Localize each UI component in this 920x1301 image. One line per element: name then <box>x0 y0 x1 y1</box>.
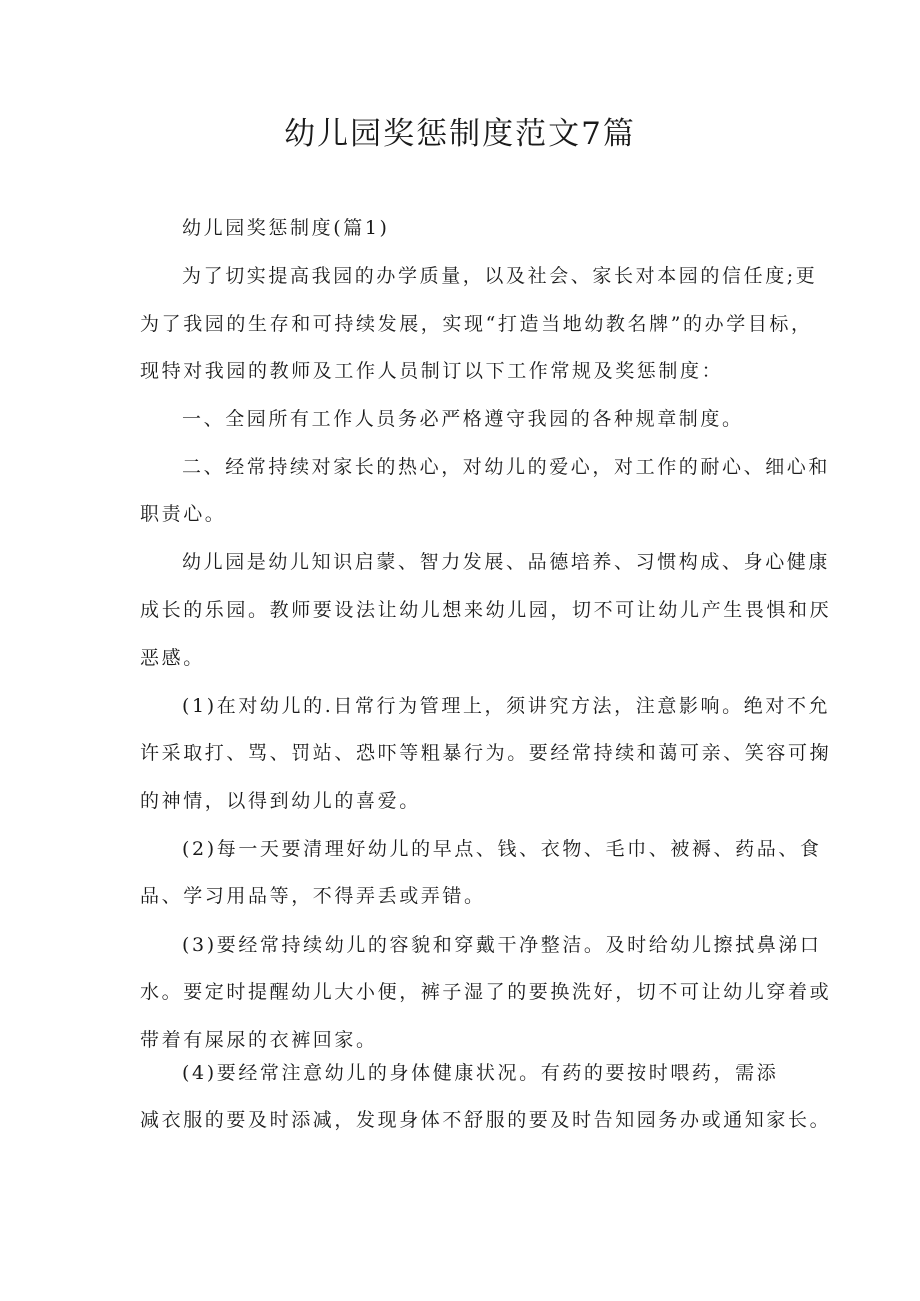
paragraph-line: 为了我园的生存和可持续发展，实现“打造当地幼教名牌”的办学目标， <box>140 313 813 335</box>
paragraph-line: 现特对我园的教师及工作人员制订以下工作常规及奖惩制度： <box>140 360 724 382</box>
paragraph-line: 减衣服的要及时添减，发现身体不舒服的要及时告知园务办或通知家长。 <box>140 1109 832 1131</box>
paragraph-line: (1)在对幼儿的.日常行为管理上，须讲究方法，注意影响。绝对不允 <box>182 695 831 717</box>
paragraph-line: 品、学习用品等，不得弄丢或弄错。 <box>140 885 486 907</box>
paragraph-line: 二、经常持续对家长的热心，对幼儿的爱心，对工作的耐心、细心和 <box>182 456 831 478</box>
document-title: 幼儿园奖惩制度范文7篇 <box>284 116 636 152</box>
paragraph-line: (3)要经常持续幼儿的容貌和穿戴干净整洁。及时给幼儿擦拭鼻涕口 <box>182 934 822 956</box>
paragraph-line: 为了切实提高我园的办学质量，以及社会、家长对本园的信任度;更 <box>182 265 818 287</box>
paragraph-line: 恶感。 <box>140 647 205 669</box>
paragraph-line: 带着有屎尿的衣裤回家。 <box>140 1029 378 1051</box>
paragraph-line: 的神情，以得到幼儿的喜爱。 <box>140 790 421 812</box>
section-heading: 幼儿园奖惩制度(篇1) <box>182 217 390 239</box>
paragraph-line: 许采取打、骂、罚站、恐吓等粗暴行为。要经常持续和蔼可亲、笑容可掬 <box>140 742 832 764</box>
paragraph-line: 幼儿园是幼儿知识启蒙、智力发展、品德培养、习惯构成、身心健康 <box>182 551 831 573</box>
paragraph-line: (4)要经常注意幼儿的身体健康状况。有药的要按时喂药，需添 <box>182 1062 779 1084</box>
paragraph-line: 成长的乐园。教师要设法让幼儿想来幼儿园，切不可让幼儿产生畏惧和厌 <box>140 599 832 621</box>
paragraph-line: 职责心。 <box>140 503 227 525</box>
paragraph-line: 水。要定时提醒幼儿大小便，裤子湿了的要换洗好，切不可让幼儿穿着或 <box>140 981 832 1003</box>
paragraph-line: (2)每一天要清理好幼儿的早点、钱、衣物、毛巾、被褥、药品、食 <box>182 838 822 860</box>
paragraph-line: 一、全园所有工作人员务必严格遵守我园的各种规章制度。 <box>182 408 744 430</box>
